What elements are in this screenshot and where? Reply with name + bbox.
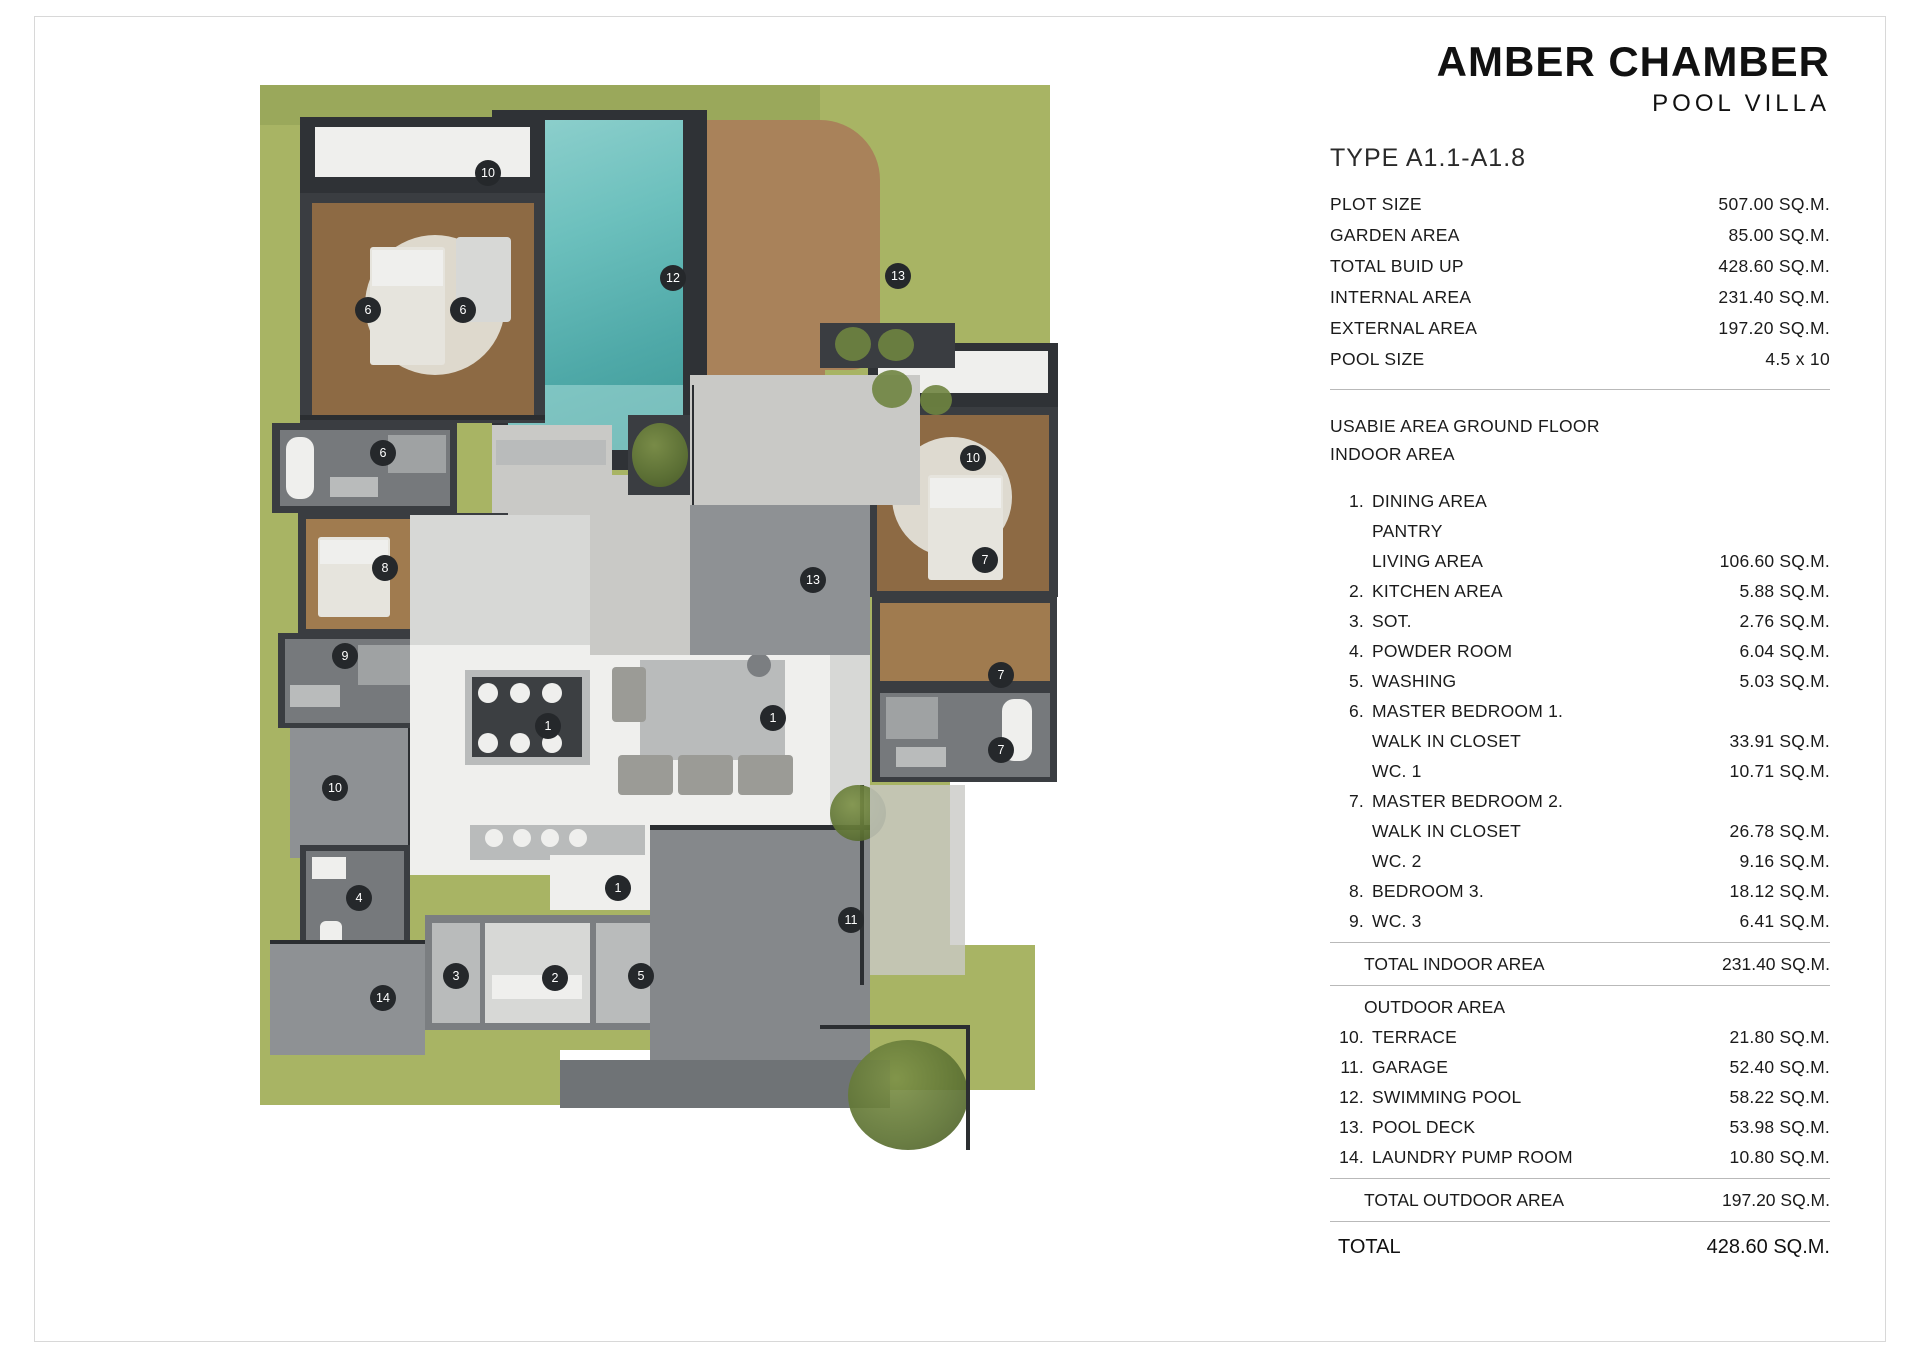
wc1-shower (388, 435, 446, 473)
area-item-name: POOL DECK (1372, 1117, 1476, 1138)
area-list-item (1330, 666, 1830, 696)
info-panel (1330, 40, 1830, 1266)
wc1-vanity (330, 477, 378, 497)
area-list-item (1330, 786, 1830, 816)
sofa-section-2 (678, 755, 733, 795)
area-item-number: 13. (1339, 1117, 1364, 1138)
area-list-item (1330, 546, 1830, 576)
wc3-shower (358, 645, 410, 685)
armchair (612, 667, 646, 722)
area-item-value: 26.78 SQ.M. (1729, 821, 1830, 842)
area-list-item (1330, 756, 1830, 786)
area-item-name: POWDER ROOM (1372, 641, 1513, 662)
plan-marker-6: 6 (450, 297, 476, 323)
spec-value: 4.5 x 10 (1765, 349, 1830, 370)
outdoor-area-list (1330, 1022, 1830, 1172)
entry-tree (848, 1040, 968, 1150)
area-item-value: 5.88 SQ.M. (1739, 581, 1830, 602)
area-list-item (1330, 516, 1830, 546)
spec-row (1330, 189, 1830, 220)
area-item-name: MASTER BEDROOM 1. (1372, 701, 1564, 722)
plan-marker-5: 5 (628, 963, 654, 989)
area-list-item (1330, 1112, 1830, 1142)
area-list-item (1330, 606, 1830, 636)
spec-label: EXTERNAL AREA (1330, 318, 1478, 339)
plan-marker-4: 4 (346, 885, 372, 911)
grand-total-label: TOTAL (1338, 1236, 1401, 1259)
area-item-name: TERRACE (1372, 1027, 1458, 1048)
divider-3 (1330, 985, 1830, 986)
divider-4 (1330, 1178, 1830, 1179)
divider-5 (1330, 1221, 1830, 1222)
area-item-name: WASHING (1372, 671, 1457, 692)
side-table (747, 653, 771, 677)
area-item-name: GARAGE (1372, 1057, 1449, 1078)
area-list-item (1330, 576, 1830, 606)
area-item-value: 6.41 SQ.M. (1739, 911, 1830, 932)
area-list-item (1330, 816, 1830, 846)
area-item-name: LIVING AREA (1372, 551, 1484, 572)
bedroom1-pillows (372, 250, 443, 286)
spec-value: 85.00 SQ.M. (1728, 225, 1830, 246)
area-item-name: WALK IN CLOSET (1372, 821, 1521, 842)
villa-type: TYPE A1.1-A1.8 (1330, 144, 1527, 173)
area-item-value: 10.80 SQ.M. (1729, 1147, 1830, 1168)
terrace-left (290, 728, 410, 858)
area-item-value: 52.40 SQ.M. (1729, 1057, 1830, 1078)
area-list-item (1330, 636, 1830, 666)
area-item-number: 3. (1349, 611, 1364, 632)
area-item-number: 10. (1339, 1027, 1364, 1048)
spec-row (1330, 251, 1830, 282)
grand-total-row (1330, 1228, 1830, 1266)
area-item-name: LAUNDRY PUMP ROOM (1372, 1147, 1573, 1168)
spec-label: TOTAL BUID UP (1330, 256, 1464, 277)
area-list-item (1330, 876, 1830, 906)
area-item-value: 106.60 SQ.M. (1719, 551, 1830, 572)
plan-marker-13: 13 (885, 263, 911, 289)
spec-table (1330, 189, 1830, 375)
bar-stool (485, 829, 503, 847)
bathtub-1 (286, 437, 314, 499)
page-subtitle: POOL VILLA (1652, 90, 1830, 118)
courtyard-tree (632, 423, 688, 487)
plan-marker-6: 6 (370, 440, 396, 466)
kitchen-counter (492, 975, 582, 999)
outdoor-stair-zone (690, 505, 870, 655)
area-item-number: 11. (1340, 1057, 1364, 1078)
area-item-number: 4. (1349, 641, 1364, 662)
plan-marker-12: 12 (660, 265, 686, 291)
divider-2 (1330, 942, 1830, 943)
area-item-name: WALK IN CLOSET (1372, 731, 1521, 752)
area-item-number: 7. (1349, 791, 1364, 812)
indoor-total-value: 231.40 SQ.M. (1722, 954, 1830, 975)
outdoor-total-row (1330, 1185, 1830, 1215)
dining-chair (478, 733, 498, 753)
laundry-pump-room (270, 940, 425, 1055)
area-item-name: BEDROOM 3. (1372, 881, 1484, 902)
outdoor-area-heading: OUTDOOR AREA (1364, 997, 1505, 1018)
bedroom2-pillows (930, 478, 1001, 508)
area-item-value: 33.91 SQ.M. (1729, 731, 1830, 752)
side-yard (870, 785, 965, 975)
indoor-total-row (1330, 949, 1830, 979)
wc2-shower (886, 697, 938, 739)
sofa-section-3 (738, 755, 793, 795)
spec-row (1330, 313, 1830, 344)
plan-marker-2: 2 (542, 965, 568, 991)
wc3-vanity (290, 685, 340, 707)
area-item-name: DINING AREA (1372, 491, 1488, 512)
usable-area-heading-1: USABIE AREA GROUND FLOOR (1330, 416, 1600, 437)
pool-step (496, 440, 606, 465)
area-item-number: 1. (1349, 491, 1364, 512)
spec-value: 507.00 SQ.M. (1718, 194, 1830, 215)
plan-marker-13: 13 (800, 567, 826, 593)
area-list-item (1330, 696, 1830, 726)
lawn-shrub (920, 385, 952, 415)
wc2-closet-floor (880, 603, 1050, 681)
divider-1 (1330, 389, 1830, 390)
area-item-value: 58.22 SQ.M. (1729, 1087, 1830, 1108)
area-item-number: 14. (1339, 1147, 1364, 1168)
page-title: AMBER CHAMBER (1436, 38, 1830, 85)
area-item-value: 18.12 SQ.M. (1729, 881, 1830, 902)
planter-shrub (878, 329, 914, 361)
outdoor-heading-row (1330, 992, 1830, 1022)
plan-marker-11: 11 (838, 907, 864, 933)
entry-wall (820, 1025, 970, 1029)
indoor-area-list (1330, 486, 1830, 936)
plan-marker-1: 1 (760, 705, 786, 731)
spec-row (1330, 344, 1830, 375)
area-list-item (1330, 846, 1830, 876)
bar-stool (569, 829, 587, 847)
plan-marker-1: 1 (605, 875, 631, 901)
plan-marker-3: 3 (443, 963, 469, 989)
spec-value: 197.20 SQ.M. (1718, 318, 1830, 339)
area-item-name: WC. 2 (1372, 851, 1422, 872)
outdoor-total-label: TOTAL OUTDOOR AREA (1364, 1190, 1564, 1211)
area-item-value: 9.16 SQ.M. (1739, 851, 1830, 872)
path-line (692, 385, 694, 505)
area-item-name: MASTER BEDROOM 2. (1372, 791, 1564, 812)
area-list-item (1330, 1052, 1830, 1082)
spec-row (1330, 282, 1830, 313)
spec-row (1330, 220, 1830, 251)
entry-wall-side (966, 1025, 970, 1150)
area-list-item (1330, 1022, 1830, 1052)
area-item-value: 2.76 SQ.M. (1739, 611, 1830, 632)
laundry-wall (270, 940, 425, 944)
area-list-item (1330, 1082, 1830, 1112)
usable-area-heading-2: INDOOR AREA (1330, 444, 1455, 465)
area-item-number: 2. (1349, 581, 1364, 602)
area-item-name: WC. 1 (1372, 761, 1422, 782)
area-item-value: 21.80 SQ.M. (1729, 1027, 1830, 1048)
kitchen-area (485, 923, 590, 1023)
area-list-item (1330, 1142, 1830, 1172)
dining-chair (478, 683, 498, 703)
bar-stool (541, 829, 559, 847)
bar-stool (513, 829, 531, 847)
area-item-number: 9. (1349, 911, 1364, 932)
sofa-section-1 (618, 755, 673, 795)
plan-marker-10: 10 (475, 160, 501, 186)
area-item-value: 6.04 SQ.M. (1739, 641, 1830, 662)
planter-shrub (835, 327, 871, 361)
plan-marker-10: 10 (322, 775, 348, 801)
plan-marker-6: 6 (355, 297, 381, 323)
spec-label: INTERNAL AREA (1330, 287, 1472, 308)
grand-total-value: 428.60 SQ.M. (1706, 1236, 1830, 1259)
lawn-shrub (872, 370, 912, 408)
spec-label: PLOT SIZE (1330, 194, 1422, 215)
area-item-value: 5.03 SQ.M. (1739, 671, 1830, 692)
area-item-name: PANTRY (1372, 521, 1443, 542)
area-item-number: 5. (1349, 671, 1364, 692)
dining-chair (510, 733, 530, 753)
floor-plan-graphic (260, 85, 1280, 1295)
dining-chair (510, 683, 530, 703)
area-item-name: SWIMMING POOL (1372, 1087, 1522, 1108)
plan-marker-7: 7 (988, 662, 1014, 688)
area-item-name: WC. 3 (1372, 911, 1422, 932)
spec-label: GARDEN AREA (1330, 225, 1460, 246)
area-item-name: SOT. (1372, 611, 1412, 632)
dining-chair (542, 683, 562, 703)
spec-value: 231.40 SQ.M. (1718, 287, 1830, 308)
area-item-number: 6. (1349, 701, 1364, 722)
area-item-number: 12. (1339, 1087, 1364, 1108)
area-list-item (1330, 486, 1830, 516)
plan-marker-14: 14 (370, 985, 396, 1011)
area-item-value: 53.98 SQ.M. (1729, 1117, 1830, 1138)
area-item-name: KITCHEN AREA (1372, 581, 1503, 602)
wc2-vanity (896, 747, 946, 767)
plan-marker-8: 8 (372, 555, 398, 581)
spec-label: POOL SIZE (1330, 349, 1425, 370)
powder-vanity (312, 857, 346, 879)
area-item-number: 8. (1349, 881, 1364, 902)
plan-marker-9: 9 (332, 643, 358, 669)
plan-marker-10: 10 (960, 445, 986, 471)
plan-marker-7: 7 (972, 547, 998, 573)
area-item-value: 10.71 SQ.M. (1729, 761, 1830, 782)
plan-marker-1: 1 (535, 713, 561, 739)
area-list-item (1330, 906, 1830, 936)
driveway (560, 1060, 890, 1108)
bedroom1-wall-line (300, 415, 545, 420)
spec-value: 428.60 SQ.M. (1718, 256, 1830, 277)
indoor-total-label: TOTAL INDOOR AREA (1364, 954, 1545, 975)
outdoor-total-value: 197.20 SQ.M. (1722, 1190, 1830, 1211)
area-list-item (1330, 726, 1830, 756)
plan-marker-7: 7 (988, 737, 1014, 763)
